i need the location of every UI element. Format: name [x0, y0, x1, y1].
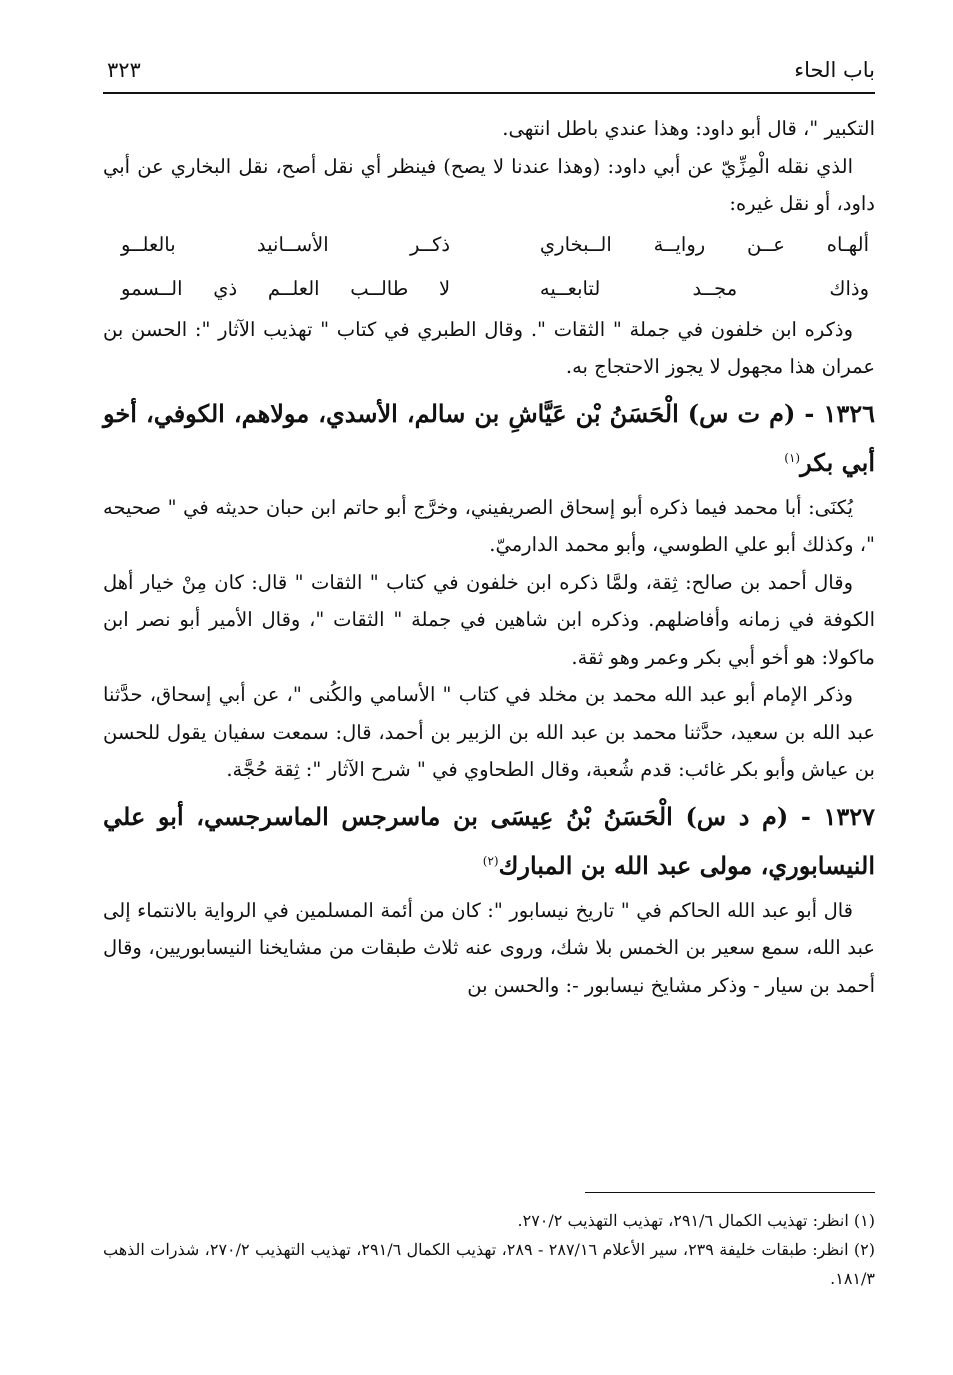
- paragraph: التكبير "، قال أبو داود: وهذا عندي باطل انتهى.: [502, 117, 875, 140]
- footnote: (٢) انظر: طبقات خليفة ٢٣٩، سير الأعلام ٢٨٧/١٦ - ٢٨٩، تهذيب الكمال ٢٩١/٦، تهذيب التهذيب ٢٧٠/٢، شذرات الذهب ١٨١/٣.: [103, 1240, 876, 1288]
- chapter-title: باب الحاء: [794, 58, 875, 82]
- footnote-ref[interactable]: (١): [784, 450, 801, 465]
- footnote: (١) انظر: تهذيب الكمال ٢٩١/٦، تهذيب التهذيب ٢٧٠/٢.: [517, 1211, 875, 1230]
- paragraph: وذكر الإمام أبو عبد الله محمد بن مخلد في كتاب " الأسامي والكُنى "، عن أبي إسحاق، حدَّثنا عبد الله بن سعيد، حدَّثنا محمد بن عبد الله بن الزبير بن أحمد، قال: سمعت سفيان يقول للحسن بن عياش وأبو بكر غائب: قدم شُعبة، وقال الطحاوي في " شرح الآثار ": ثِقة حُجَّة.: [103, 683, 875, 781]
- verse-hemistich: وذاك مجــد لتابعــيه: [539, 276, 869, 300]
- verse-hemistich: لا طالــب العلــم ذي الــسمو: [121, 276, 451, 300]
- paragraph: الذي نقله الْمِزِّيّ عن أبي داود: (وهذا عندنا لا يصح) فينظر أي نقل أصح، نقل البخاري عن أبي داود، أو نقل غيره:: [103, 154, 875, 215]
- book-page: [103, 0, 875, 1375]
- entry-heading: [103, 392, 875, 485]
- entry-heading-text: ١٣٢٦ - (م ت س) الْحَسَنُ بْن عَيَّاشِ بن سالم، الأسدي، مولاهم، الكوفي، أخو أبي بكر: [103, 398, 875, 477]
- verse-hemistich: ألهـاه عــن روايــة الــبخاري: [539, 232, 869, 256]
- footnote-ref[interactable]: (٢): [482, 853, 499, 868]
- entry-heading: [103, 795, 875, 888]
- verse-hemistich: ذكــر الأســانيد بالعلــو: [121, 232, 451, 256]
- verse-line: [103, 267, 875, 311]
- paragraph: يُكنَى: أبا محمد فيما ذكره أبو إسحاق الصريفيني، وخرَّج أبو حاتم ابن حبان حديثه في " صحيحه "، وكذلك أبو علي الطوسي، وأبو محمد الدارميّ.: [103, 495, 875, 556]
- footnote-divider: [585, 1192, 875, 1193]
- page-number: ٣٢٣: [107, 58, 141, 82]
- verse-line: [103, 223, 875, 267]
- entry-heading-text: ١٣٢٧ - (م د س) الْحَسَنُ بْنُ عِيسَى بن ماسرجس الماسرجسي، أبو علي النيسابوري، مولى عبد الله بن المبارك: [103, 801, 875, 880]
- footnotes: [103, 1206, 875, 1293]
- main-text: [103, 110, 875, 1004]
- running-header: [103, 58, 875, 94]
- paragraph: قال أبو عبد الله الحاكم في " تاريخ نيسابور ": كان من أئمة المسلمين في الرواية بالانتماء إلى عبد الله، سمع سعير بن الخمس بلا شك، وروى عنه ثلاث طبقات من مشايخنا النيسابوريين، وقال أحمد بن سيار - وذكر مشايخ نيسابور -: والحسن بن: [103, 898, 875, 997]
- paragraph: وقال أحمد بن صالح: ثِقة، ولمَّا ذكره ابن خلفون في كتاب " الثقات " قال: كان مِنْ خيار أهل الكوفة في زمانه وأفاضلهم. وذكره ابن شاهين في جملة " الثقات "، وقال الأمير أبو نصر ابن ماكولا: هو أخو أبي بكر وعمر وهو ثقة.: [103, 570, 875, 669]
- paragraph: وذكره ابن خلفون في جملة " الثقات ". وقال الطبري في كتاب " تهذيب الآثار ": الحسن بن عمران هذا مجهول لا يجوز الاحتجاج به.: [103, 317, 875, 378]
